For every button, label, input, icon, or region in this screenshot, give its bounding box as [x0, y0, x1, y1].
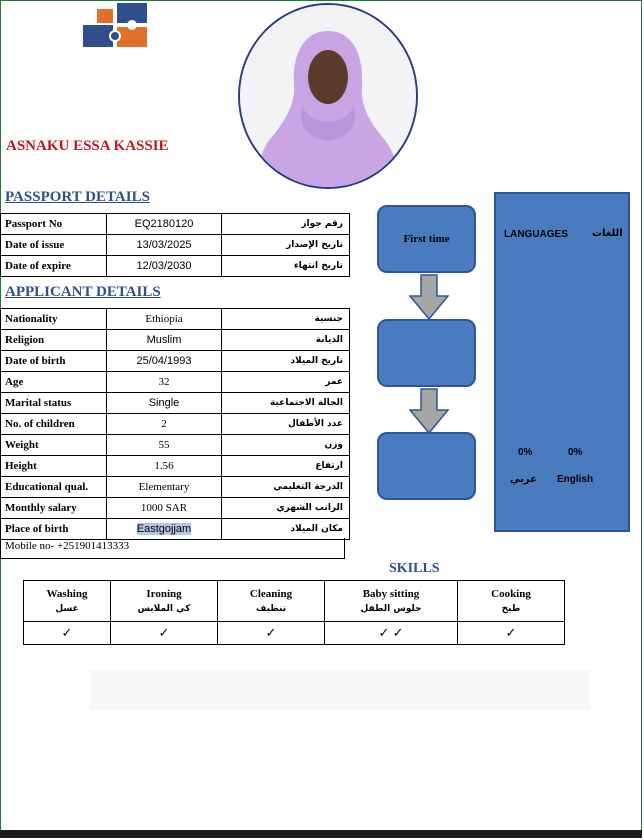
weight-arabic: وزن [222, 435, 350, 456]
skill-baby-sitting [325, 581, 458, 622]
salary-label: Monthly salary [1, 498, 107, 519]
skill-label-arabic: طبخ [501, 604, 521, 614]
skill-label-arabic: تنظيف [255, 604, 287, 614]
table-row [1, 414, 350, 435]
languages-title-arabic: اللغات [592, 228, 623, 239]
passport-no-label: Passport No [1, 214, 107, 235]
faint-smudge [90, 660, 590, 720]
place-of-birth-value: Eastgojjam [136, 523, 192, 535]
skill-label-arabic: كي الملابس [137, 604, 191, 614]
skill-ironing [111, 581, 218, 622]
height-label: Height [1, 456, 107, 477]
date-of-birth-arabic: تاريخ الميلاد [222, 351, 350, 372]
table-row [1, 330, 350, 351]
languages-panel [494, 192, 630, 532]
table-row [1, 519, 350, 540]
table-row [1, 372, 350, 393]
table-row [24, 581, 565, 622]
table-row [1, 309, 350, 330]
education-arabic: الدرجة التعليمي [222, 477, 350, 498]
checkmark-icon: ✓ [24, 622, 111, 645]
arabic-percentage: 0% [518, 447, 533, 458]
place-of-birth-arabic: مكان الميلاد [222, 519, 350, 540]
nationality-arabic: جنسية [222, 309, 350, 330]
salary-value: 1000 SAR [107, 498, 222, 519]
marital-status-label: Marital status [1, 393, 107, 414]
checkmark-icon: ✓ [218, 622, 325, 645]
date-of-birth-value: 25/04/1993 [107, 351, 222, 372]
checkmark-icon: ✓ [111, 622, 218, 645]
languages-title: LANGUAGES [504, 229, 568, 240]
marital-status-arabic: الحالة الاجتماعية [222, 393, 350, 414]
children-label: No. of children [1, 414, 107, 435]
english-language-label: English [557, 474, 594, 485]
experience-box-2 [377, 319, 476, 387]
age-label: Age [1, 372, 107, 393]
skill-cooking [458, 581, 565, 622]
skill-label: Baby sitting [362, 588, 420, 600]
skill-washing [24, 581, 111, 622]
table-row [1, 351, 350, 372]
down-arrow-icon [409, 388, 449, 434]
place-of-birth-label: Place of birth [1, 519, 107, 540]
weight-value: 55 [107, 435, 222, 456]
applicant-table [0, 308, 350, 540]
passport-no-value: EQ2180120 [107, 214, 222, 235]
table-row [1, 214, 350, 235]
education-label: Educational qual. [1, 477, 107, 498]
table-row [24, 622, 565, 645]
skill-label: Cleaning [249, 588, 293, 600]
checkmark-icon: ✓ [458, 622, 565, 645]
table-row [1, 435, 350, 456]
table-row [1, 477, 350, 498]
date-of-issue-value: 13/03/2025 [107, 235, 222, 256]
table-row [1, 456, 350, 477]
nationality-label: Nationality [1, 309, 107, 330]
date-of-issue-label: Date of issue [1, 235, 107, 256]
down-arrow-icon [409, 274, 449, 320]
height-value: 1.56 [107, 456, 222, 477]
bottom-border-strip [0, 830, 642, 838]
height-arabic: ارتفاع [222, 456, 350, 477]
date-of-expire-value: 12/03/2030 [107, 256, 222, 277]
passport-details-title: PASSPORT DETAILS [5, 189, 150, 205]
experience-box-3 [377, 432, 476, 500]
experience-box-1: First time [377, 205, 476, 273]
skills-table [23, 580, 565, 645]
mobile-number: Mobile no- +251901413333 [0, 538, 345, 559]
children-value: 2 [107, 414, 222, 435]
english-percentage: 0% [568, 447, 583, 458]
skill-label: Cooking [491, 588, 531, 600]
nationality-value: Ethiopia [107, 309, 222, 330]
skill-label: Ironing [146, 588, 182, 600]
skill-label-arabic: غسل [55, 604, 79, 614]
table-row [1, 256, 350, 277]
age-arabic: عمر [222, 372, 350, 393]
table-row [1, 235, 350, 256]
skill-cleaning [218, 581, 325, 622]
skill-label-arabic: جلوس الطفل [360, 604, 422, 614]
applicant-name: ASNAKU ESSA KASSIE [6, 138, 169, 154]
place-of-birth-cell [107, 519, 222, 540]
person-silhouette-icon [240, 5, 416, 187]
date-of-birth-label: Date of birth [1, 351, 107, 372]
salary-arabic: الراتب الشهري [222, 498, 350, 519]
date-of-issue-arabic: تاريخ الإصدار [222, 235, 350, 256]
weight-label: Weight [1, 435, 107, 456]
religion-value: Muslim [107, 330, 222, 351]
skill-label: Washing [46, 588, 88, 600]
passport-no-arabic: رقم جواز [222, 214, 350, 235]
table-row [1, 498, 350, 519]
date-of-expire-arabic: تاريخ انتهاء [222, 256, 350, 277]
table-row [1, 393, 350, 414]
children-arabic: عدد الأطفال [222, 414, 350, 435]
age-value: 32 [107, 372, 222, 393]
passport-table [0, 213, 350, 277]
skills-title: SKILLS [389, 561, 440, 576]
date-of-expire-label: Date of expire [1, 256, 107, 277]
company-logo [83, 3, 147, 47]
applicant-details-title: APPLICANT DETAILS [5, 284, 161, 300]
education-value: Elementary [107, 477, 222, 498]
applicant-photo [238, 3, 418, 189]
marital-status-value: Single [107, 393, 222, 414]
arabic-language-label: عربي [510, 474, 537, 485]
religion-arabic: الديانة [222, 330, 350, 351]
checkmark-icon: ✓ ✓ [325, 622, 458, 645]
religion-label: Religion [1, 330, 107, 351]
